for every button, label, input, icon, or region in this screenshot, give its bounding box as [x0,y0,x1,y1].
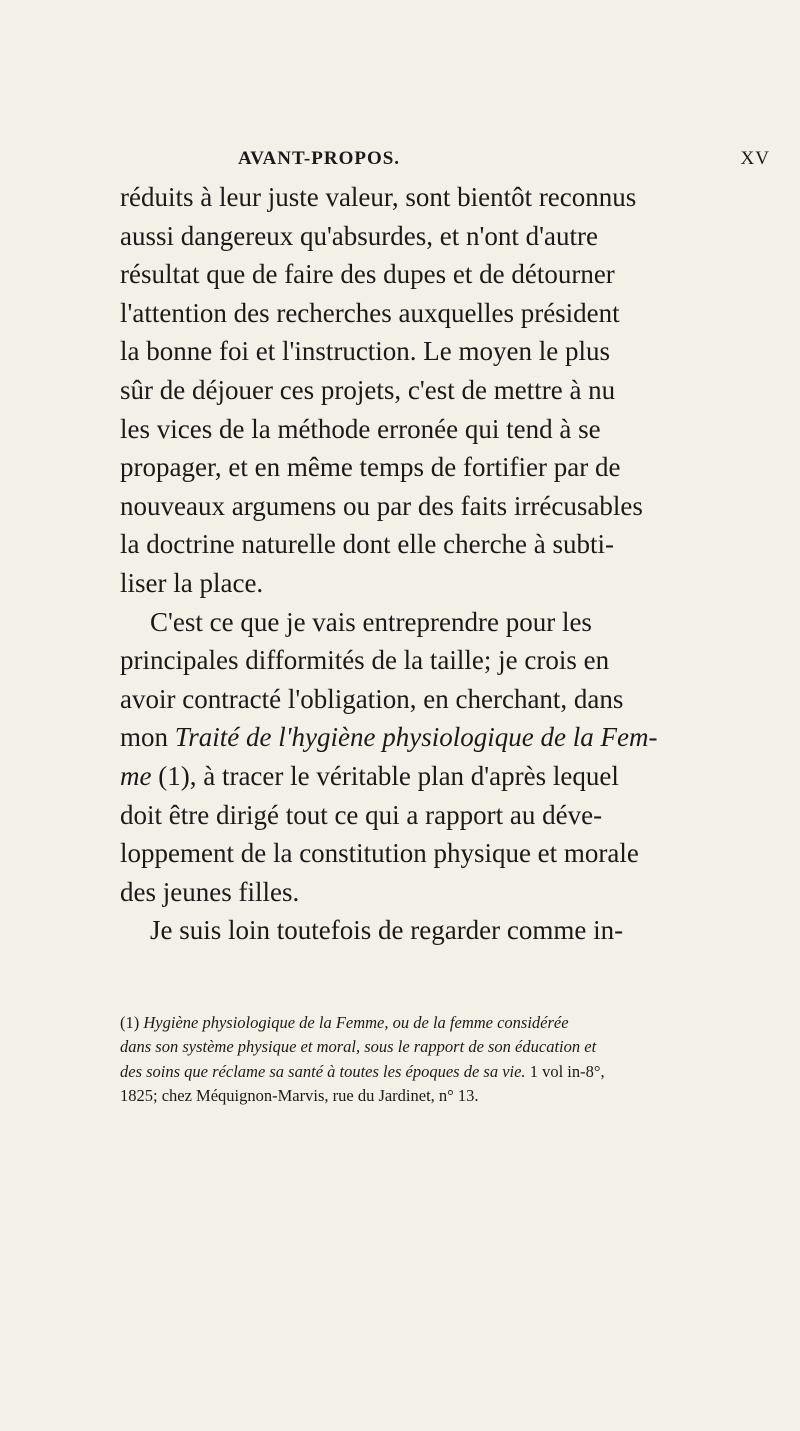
body-line: sûr de déjouer ces projets, c'est de mettre à nu [120,374,616,405]
footnote-italic-text: Hygiène physiologique de la Femme, ou de la femme considérée [143,1013,569,1032]
body-line: propager, et en même temps de fortifier par de [120,452,621,483]
body-line: les vices de la méthode erronée qui tend à se [120,413,601,444]
text-run: mon [120,722,175,753]
book-title-italic: me [120,760,152,791]
running-head [130,148,770,172]
footnote-italic-text: dans son système physique et moral, sous le rapport de son éducation et [120,1037,597,1057]
text-run: (1), à tracer le véritable plan d'après lequel [151,760,619,791]
page-number: XV [740,148,770,169]
footnote-marker: (1) [120,1013,144,1032]
footnote-line [120,1011,780,1035]
footnote-line: 1825; chez Méquignon-Marvis, rue du Jardinet, n° 13. [120,1085,479,1105]
paragraph-2-line [120,757,780,796]
body-line: aussi dangereux qu'absurdes, et n'ont d'autre [120,220,598,251]
paragraph-2-line: des jeunes filles. [120,876,300,907]
body-line: la bonne foi et l'instruction. Le moyen le plus [120,336,611,367]
paragraph-2-line: loppement de la constitution physique et morale [120,838,639,869]
paragraph-2-line: avoir contracté l'obligation, en cherchant, dans [120,683,624,714]
body-line: résultat que de faire des dupes et de détourner [120,259,615,290]
footnote-roman-text: 1 vol in-8°, [525,1061,605,1081]
running-title: AVANT-PROPOS. [238,148,401,169]
paragraph-2-line: doit être dirigé tout ce qui a rapport au déve- [120,799,603,830]
footnote [120,1011,780,1108]
book-title-italic: Traité de l'hygiène physiologique de la Fem- [174,722,658,753]
paragraph-3-line: Je suis loin toutefois de regarder comme in- [150,915,624,946]
footnote-line [120,1035,780,1059]
body-line: l'attention des recherches auxquelles président [120,297,620,328]
body-line: réduits à leur juste valeur, sont bientôt reconnus [120,182,637,212]
footnote-line [120,1060,780,1084]
paragraph-2-line: principales difformités de la taille; je crois en [120,645,610,676]
body-line: la doctrine naturelle dont elle cherche à subti- [120,529,615,560]
paragraph-2-line [120,718,780,757]
body-text [120,178,780,950]
paragraph-2-line: C'est ce que je vais entreprendre pour les [150,606,592,637]
footnote-italic-text: des soins que réclame sa santé à toutes les époques de sa vie. [120,1061,526,1081]
body-line: liser la place. [120,567,264,598]
body-line: nouveaux argumens ou par des faits irrécusables [120,490,643,521]
